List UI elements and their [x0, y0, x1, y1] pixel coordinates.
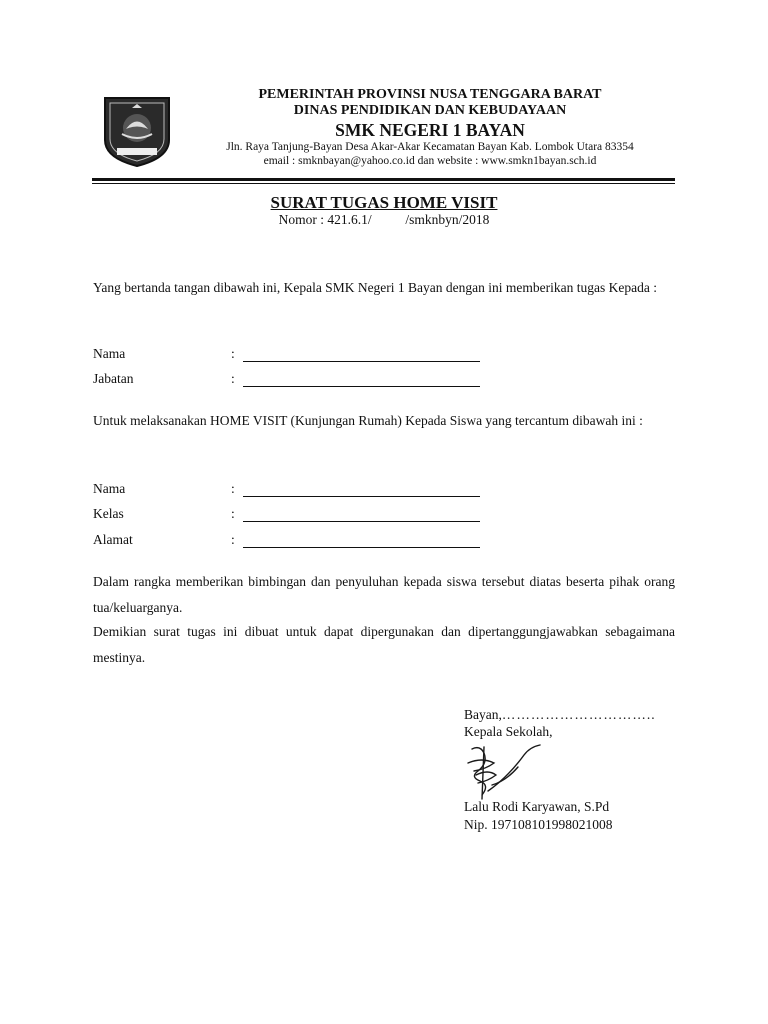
letterhead-contact: email : smknbayan@yahoo.co.id dan website : www.smkn1bayan.sch.id	[263, 155, 597, 167]
document-title: SURAT TUGAS HOME VISIT	[270, 193, 498, 212]
student-address-label: Alamat	[93, 532, 133, 547]
task-paragraph: Untuk melaksanakan HOME VISIT (Kunjungan Rumah) Kepada Siswa yang tercantum dibawah ini :	[93, 413, 643, 428]
student-class-blank	[243, 521, 480, 522]
student-name-colon: :	[231, 481, 235, 496]
student-name-label: Nama	[93, 481, 126, 496]
letterhead-divider-thick	[92, 178, 675, 181]
assignee-position-blank	[243, 386, 480, 387]
assignee-name-colon: :	[231, 346, 235, 361]
letterhead-school-name: SMK NEGERI 1 BAYAN	[335, 120, 525, 140]
signatory-nip: Nip. 197108101998021008	[464, 817, 613, 832]
provincial-emblem-logo	[102, 96, 172, 168]
student-name-blank	[243, 496, 480, 497]
signatory-name: Lalu Rodi Karyawan, S.Pd	[464, 799, 610, 814]
letterhead-government-line: PEMERINTAH PROVINSI NUSA TENGGARA BARAT	[258, 87, 602, 102]
signature-place-date	[464, 707, 656, 723]
student-address-colon: :	[231, 532, 235, 547]
opening-paragraph: Yang bertanda tangan dibawah ini, Kepala SMK Negeri 1 Bayan dengan ini memberikan tugas Kepada :	[93, 280, 657, 295]
letterhead-address: Jln. Raya Tanjung-Bayan Desa Akar-Akar Kecamatan Bayan Kab. Lombok Utara 83354	[226, 141, 634, 153]
letterhead-divider-thin	[92, 183, 675, 184]
purpose-paragraph: Dalam rangka memberikan bimbingan dan penyuluhan kepada siswa tersebut diatas beserta pihak orang tua/keluarganya.	[93, 574, 675, 615]
signature-position: Kepala Sekolah,	[464, 724, 553, 739]
student-class-label: Kelas	[93, 506, 124, 521]
document-number: Nomor : 421.6.1/ /smknbyn/2018	[278, 212, 490, 227]
handwritten-signature	[458, 741, 548, 801]
closing-paragraph: Demikian surat tugas ini dibuat untuk dapat dipergunakan dan dipertanggungjawabkan sebagaimana mestinya.	[93, 624, 675, 665]
assignee-name-blank	[243, 361, 480, 362]
letterhead-department-line: DINAS PENDIDIKAN DAN KEBUDAYAAN	[293, 103, 567, 118]
assignee-name-label: Nama	[93, 346, 126, 361]
signature-date-dots: …………………………..	[501, 707, 656, 722]
assignee-position-colon: :	[231, 371, 235, 386]
signature-place: Bayan,	[464, 707, 502, 722]
student-class-colon: :	[231, 506, 235, 521]
student-address-blank	[243, 547, 480, 548]
assignee-position-label: Jabatan	[93, 371, 134, 386]
